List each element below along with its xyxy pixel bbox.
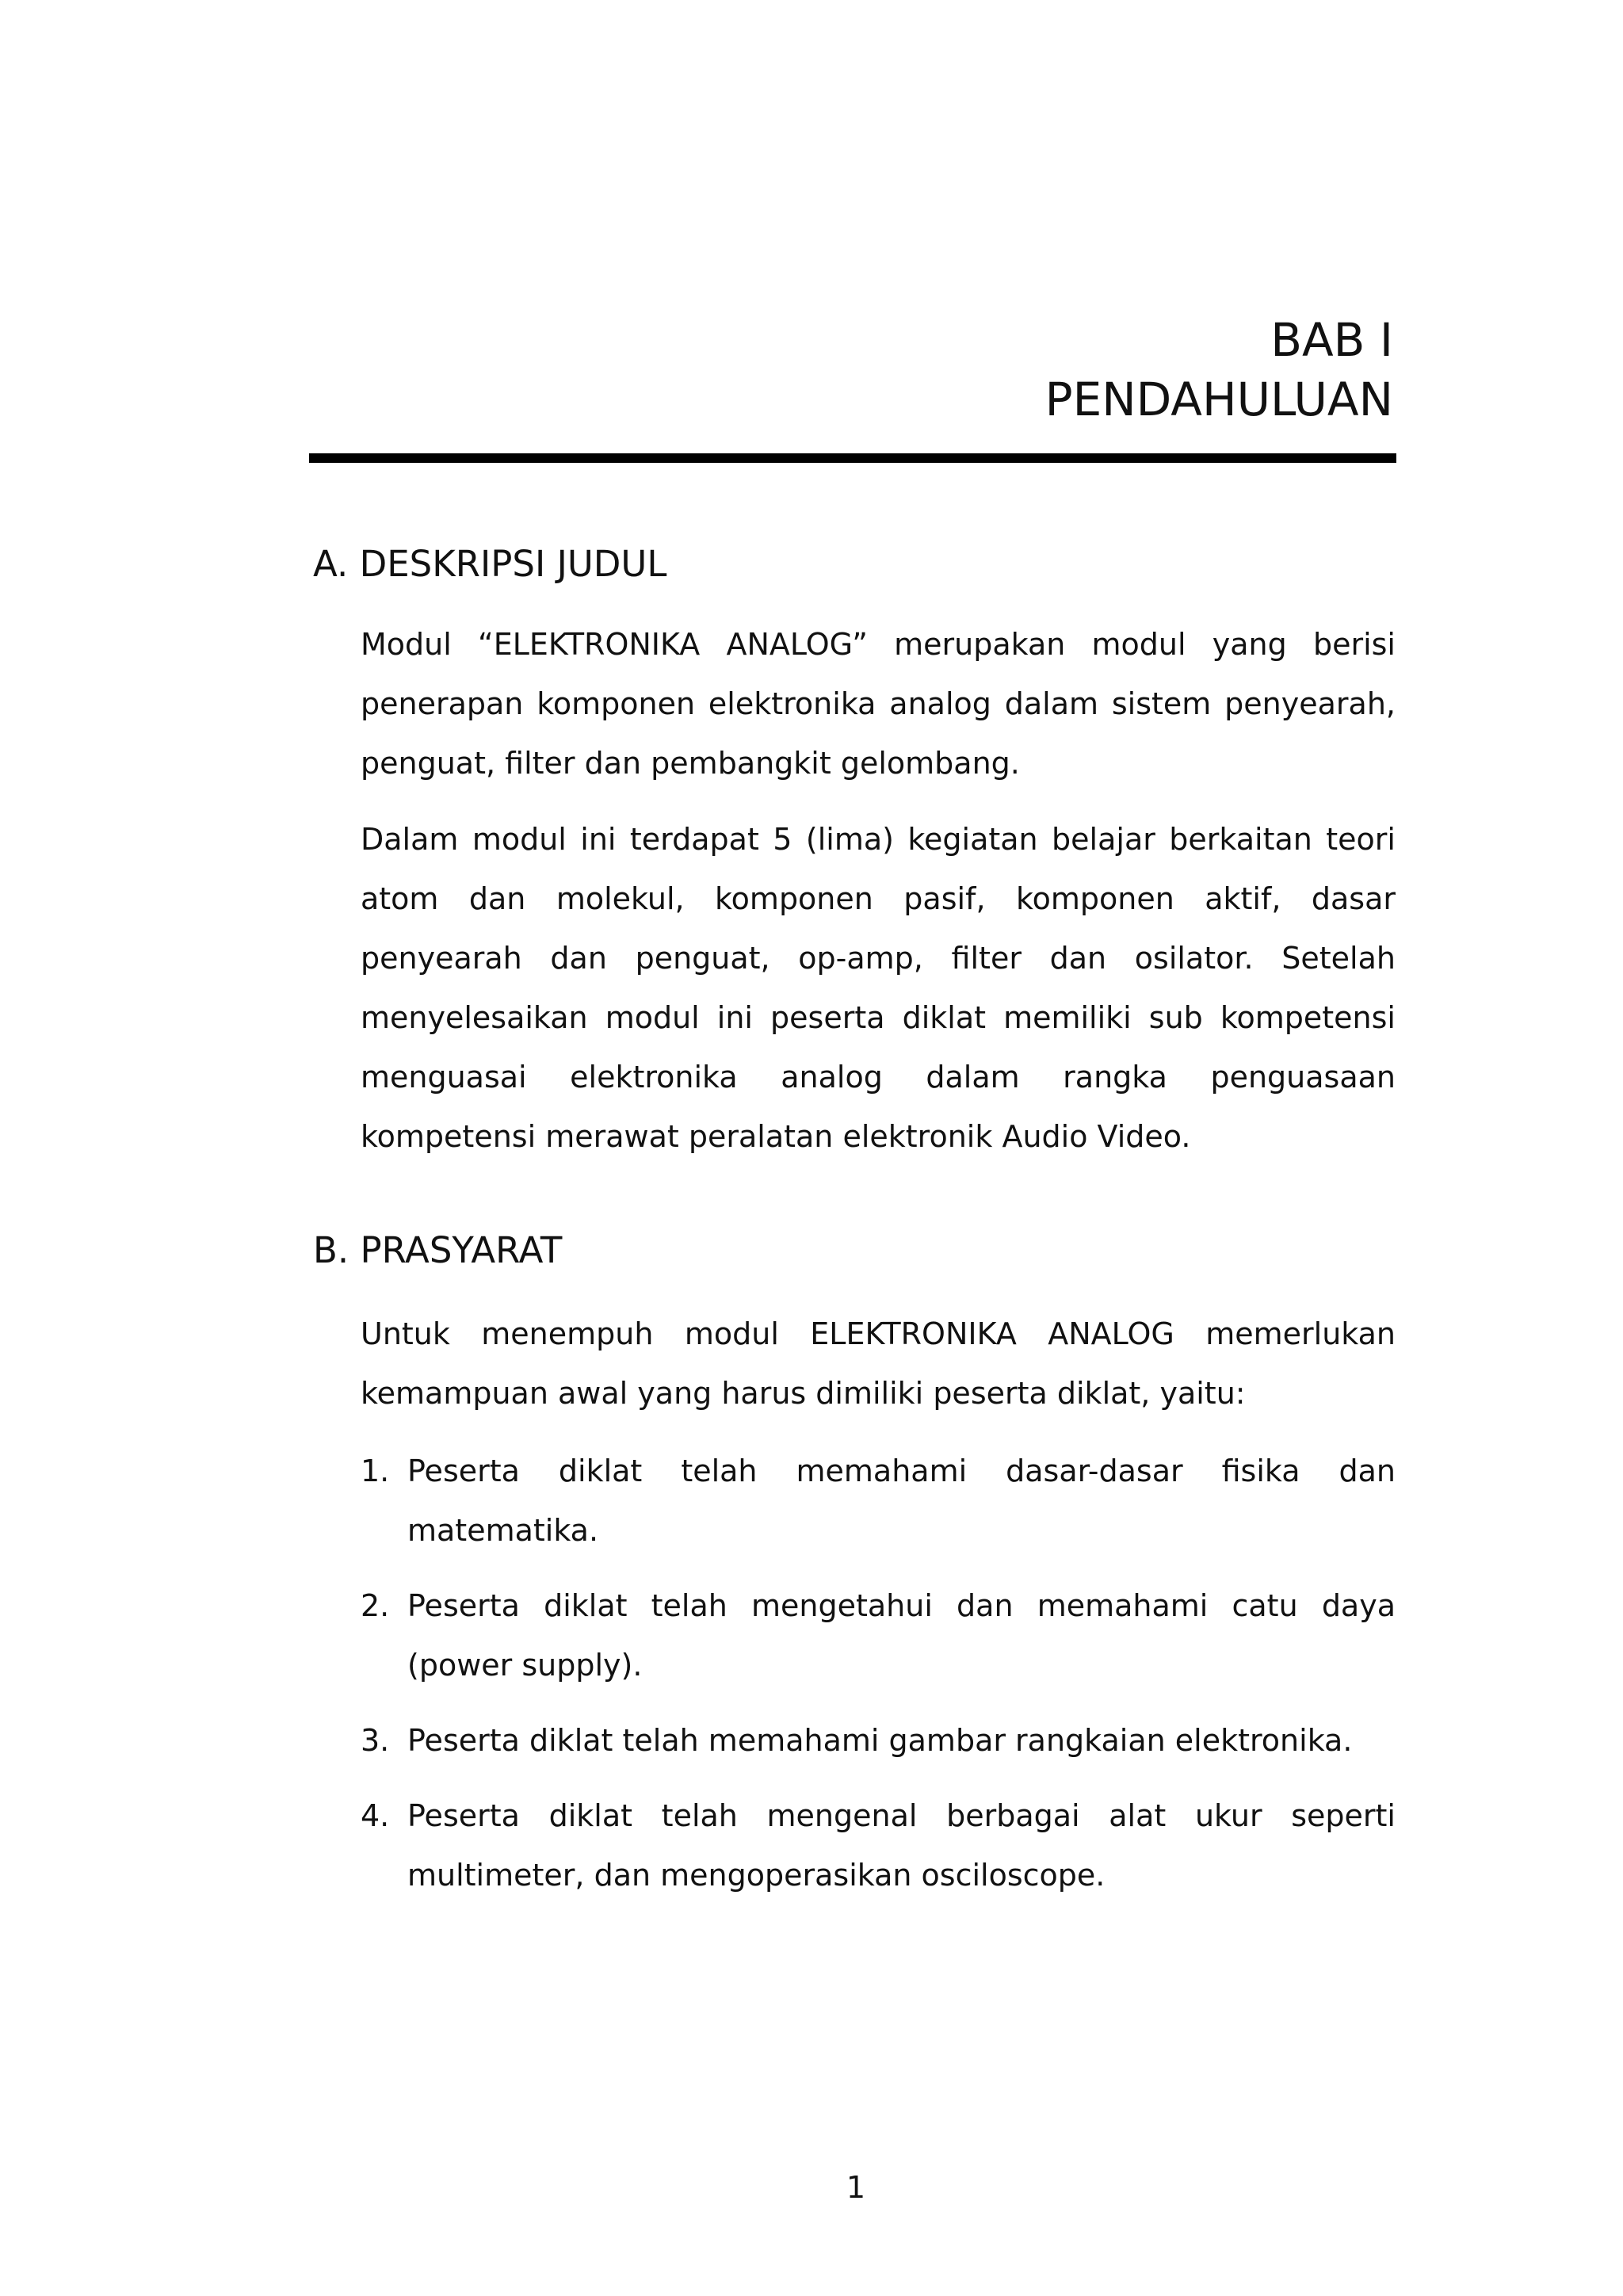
chapter-title: PENDAHULUAN bbox=[1044, 372, 1393, 426]
page-number: 1 bbox=[846, 2170, 866, 2205]
chapter-heading bbox=[1045, 311, 1393, 430]
section-heading-deskripsi-judul: A. DESKRIPSI JUDUL bbox=[313, 543, 667, 585]
list-item-number: 3. bbox=[361, 1723, 390, 1758]
chapter-number: BAB I bbox=[1270, 313, 1393, 367]
list-item-text: Peserta diklat telah mengetahui dan memahami catu daya (power supply). bbox=[407, 1588, 1396, 1683]
list-item-text: Peserta diklat telah memahami gambar rangkaian elektronika. bbox=[407, 1723, 1353, 1758]
list-item-number: 4. bbox=[361, 1798, 390, 1833]
list-item bbox=[361, 1786, 1396, 1905]
chapter-divider bbox=[309, 453, 1396, 463]
paragraph-prasyarat-intro: Untuk menempuh modul ELEKTRONIKA ANALOG memerlukan kemampuan awal yang harus dimiliki peserta diklat, yaitu: bbox=[361, 1316, 1396, 1411]
section-heading-prasyarat: B. PRASYARAT bbox=[313, 1229, 563, 1271]
prasyarat-list bbox=[361, 1442, 1396, 1921]
list-item bbox=[361, 1711, 1396, 1771]
list-item bbox=[361, 1442, 1396, 1561]
list-item-text: Peserta diklat telah mengenal berbagai alat ukur seperti multimeter, dan mengoperasikan osciloscope. bbox=[407, 1798, 1396, 1893]
paragraph-deskripsi-2: Dalam modul ini terdapat 5 (lima) kegiatan belajar berkaitan teori atom dan molekul, komponen pasif, komponen aktif, dasar penyearah dan penguat, op-amp, filter dan osilator. Setelah menyelesaikan modul ini peserta diklat memiliki sub kompetensi menguasai elektronika analog dalam rangka penguasaan kompetensi merawat peralatan elektronik Audio Video. bbox=[361, 822, 1396, 1154]
list-item bbox=[361, 1576, 1396, 1695]
paragraph-deskripsi-1: Modul “ELEKTRONIKA ANALOG” merupakan modul yang berisi penerapan komponen elektronika analog dalam sistem penyearah, penguat, filter dan pembangkit gelombang. bbox=[361, 627, 1396, 781]
list-item-text: Peserta diklat telah memahami dasar-dasar fisika dan matematika. bbox=[407, 1454, 1396, 1548]
list-item-number: 1. bbox=[361, 1454, 390, 1488]
list-item-number: 2. bbox=[361, 1588, 390, 1623]
